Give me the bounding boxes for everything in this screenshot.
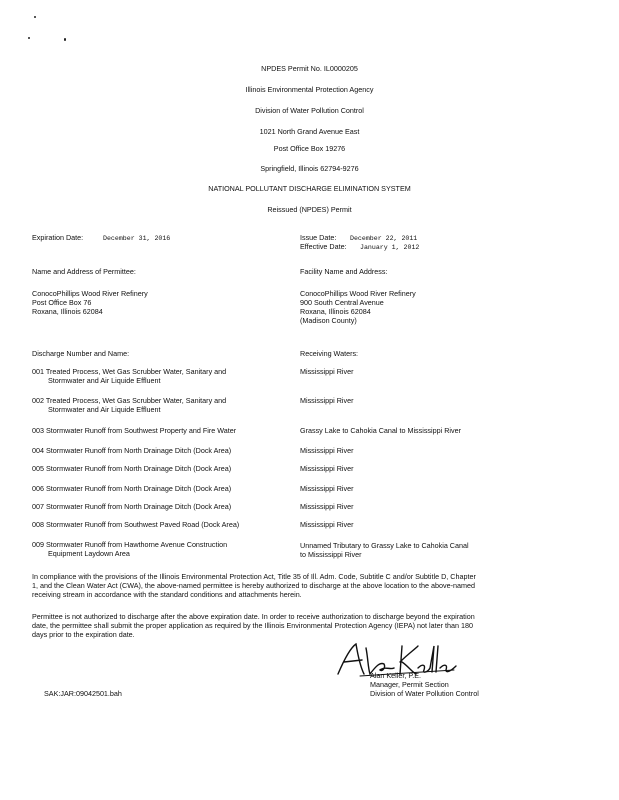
discharge-heading: Discharge Number and Name: <box>32 349 130 358</box>
scan-speck <box>28 37 30 39</box>
issue-date-label: Issue Date: <box>300 233 337 242</box>
permittee-heading: Name and Address of Permittee: <box>32 267 136 276</box>
discharge-name: 008 Stormwater Runoff from Southwest Paved Road (Dock Area) <box>32 520 240 529</box>
effective-date-label: Effective Date: <box>300 242 347 251</box>
discharge-name: 009 Stormwater Runoff from Hawthorne Avenue Construction <box>32 540 228 549</box>
receiving-water: Mississippi River <box>300 367 354 376</box>
facility-line: Roxana, Illinois 62084 <box>300 307 371 316</box>
facility-heading: Facility Name and Address: <box>300 267 388 276</box>
receiving-water: Mississippi River <box>300 464 354 473</box>
discharge-name-cont: Stormwater and Air Liquide Effluent <box>48 376 161 385</box>
permittee-line: Roxana, Illinois 62084 <box>32 307 103 316</box>
discharge-name: 002 Treated Process, Wet Gas Scrubber Water, Sanitary and <box>32 396 227 405</box>
receiving-water: Unnamed Tributary to Grassy Lake to Cahokia Canal <box>300 541 469 550</box>
facility-line: ConocoPhillips Wood River Refinery <box>300 289 416 298</box>
file-reference: SAK:JAR:09042501.bah <box>44 689 122 698</box>
receiving-water: Grassy Lake to Cahokia Canal to Mississippi River <box>300 426 461 435</box>
effective-date-value: January 1, 2012 <box>360 244 420 251</box>
receiving-waters-heading: Receiving Waters: <box>300 349 359 358</box>
permit-type: Reissued (NPDES) Permit <box>267 205 352 214</box>
agency-name: Illinois Environmental Protection Agency <box>245 85 374 94</box>
discharge-name: 007 Stormwater Runoff from North Drainage Ditch (Dock Area) <box>32 502 232 511</box>
discharge-name-cont: Stormwater and Air Liquide Effluent <box>48 405 161 414</box>
scan-speck <box>64 38 66 41</box>
signer-name: Alan Keller, P.E. <box>370 671 422 680</box>
receiving-water: Mississippi River <box>300 502 354 511</box>
permit-number: NPDES Permit No. IL0000205 <box>261 64 358 73</box>
discharge-name: 006 Stormwater Runoff from North Drainage Ditch (Dock Area) <box>32 484 232 493</box>
receiving-water-cont: to Mississippi River <box>300 550 362 559</box>
discharge-name: 004 Stormwater Runoff from North Drainage Ditch (Dock Area) <box>32 446 232 455</box>
issue-date-value: December 22, 2011 <box>350 235 418 242</box>
discharge-name: 003 Stormwater Runoff from Southwest Property and Fire Water <box>32 426 237 435</box>
agency-address-2: Post Office Box 19276 <box>273 144 346 153</box>
receiving-water: Mississippi River <box>300 396 354 405</box>
facility-line: 900 South Central Avenue <box>300 298 384 307</box>
discharge-name: 005 Stormwater Runoff from North Drainage Ditch (Dock Area) <box>32 464 232 473</box>
division-name: Division of Water Pollution Control <box>255 106 364 115</box>
signer-title: Manager, Permit Section <box>370 680 449 689</box>
receiving-water: Mississippi River <box>300 446 354 455</box>
expiration-notice-text: days prior to the expiration date. <box>32 630 135 639</box>
expiration-date-value: December 31, 2016 <box>103 235 171 242</box>
facility-line: (Madison County) <box>300 316 357 325</box>
agency-address-3: Springfield, Illinois 62794-9276 <box>260 164 359 173</box>
signer-division: Division of Water Pollution Control <box>370 689 479 698</box>
expiration-date-label: Expiration Date: <box>32 233 84 242</box>
discharge-name: 001 Treated Process, Wet Gas Scrubber Water, Sanitary and <box>32 367 227 376</box>
discharge-name-cont: Equipment Laydown Area <box>48 549 130 558</box>
compliance-text: 1, and the Clean Water Act (CWA), the above-named permittee is hereby authorized to discharge at the above location to the above-named <box>32 581 475 590</box>
receiving-water: Mississippi River <box>300 484 354 493</box>
receiving-water: Mississippi River <box>300 520 354 529</box>
system-title: NATIONAL POLLUTANT DISCHARGE ELIMINATION SYSTEM <box>208 184 411 193</box>
expiration-notice-text: Permittee is not authorized to discharge after the above expiration date. In order to receive authorization to discharge beyond the expiration <box>32 612 475 621</box>
scan-speck <box>34 16 36 18</box>
expiration-notice-text: date, the permittee shall submit the proper application as required by the Illinois Environmental Protection Agency (IEPA) not later than 180 <box>32 621 473 630</box>
compliance-text: receiving stream in accordance with the standard conditions and attachments herein. <box>32 590 302 599</box>
permittee-line: ConocoPhillips Wood River Refinery <box>32 289 148 298</box>
agency-address-1: 1021 North Grand Avenue East <box>259 127 360 136</box>
permittee-line: Post Office Box 76 <box>32 298 92 307</box>
compliance-text: In compliance with the provisions of the Illinois Environmental Protection Act, Title 35 of Ill. Adm. Code, Subtitle C and/or Subtitle D, Chapter <box>32 572 476 581</box>
